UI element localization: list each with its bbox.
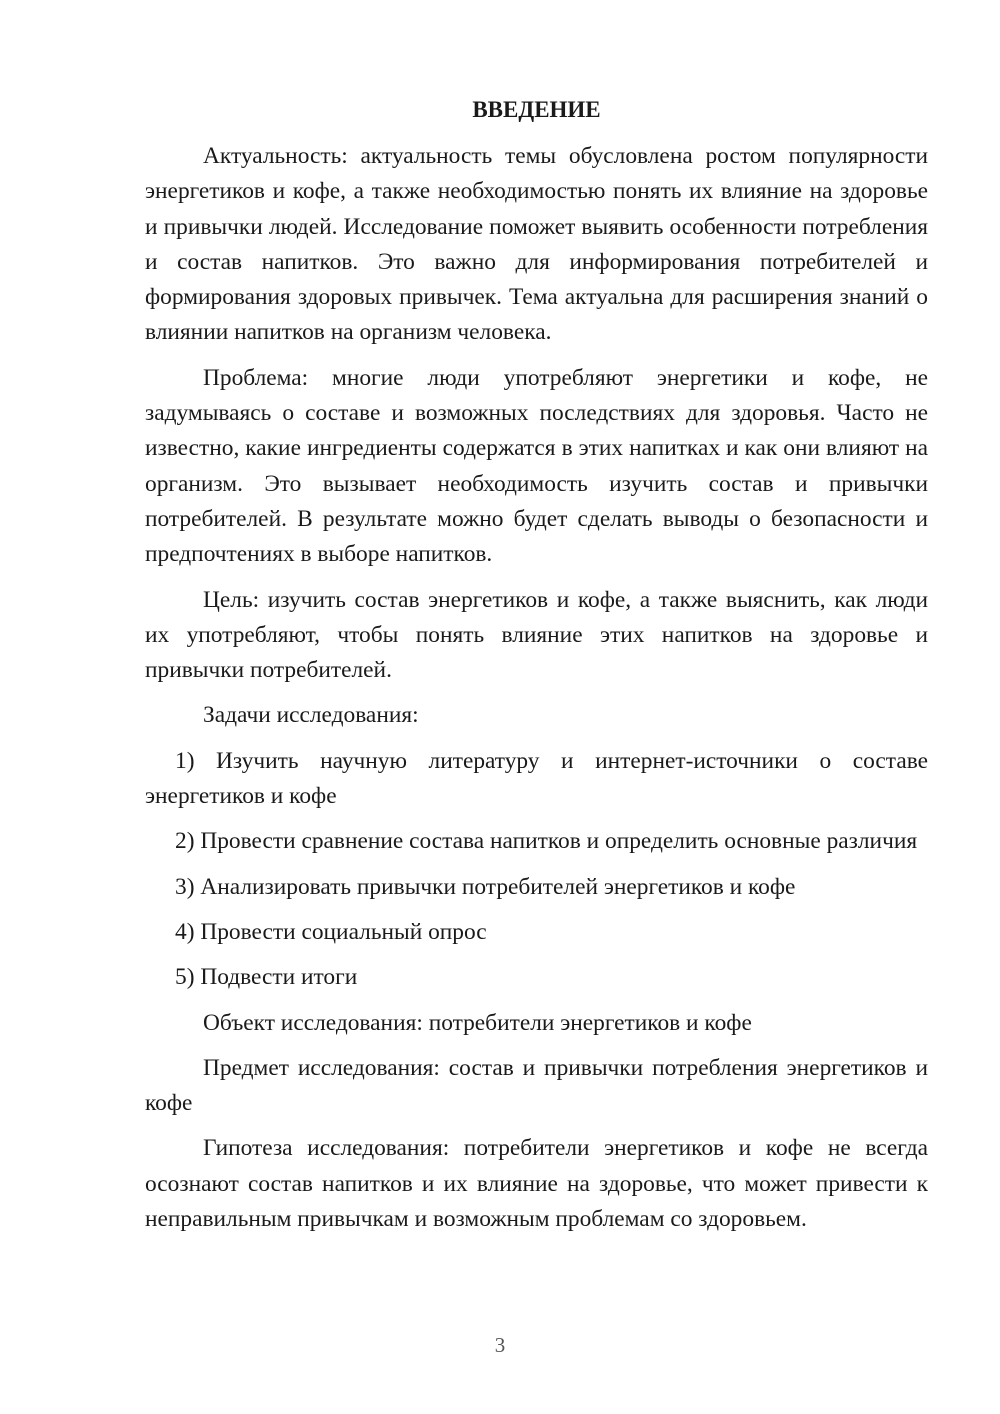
hypothesis-paragraph: Гипотеза исследования: потребители энергетиков и кофе не всегда осознают состав напитков и их влияние на здоровье, что может привести к неправильным привычкам и возможным проблемам со здоровьем.	[145, 1135, 928, 1233]
task-item: 1) Изучить научную литературу и интернет-источники о составе энергетиков и кофе	[145, 747, 928, 810]
problem-paragraph: Проблема: многие люди употребляют энергетики и кофе, не задумываясь о составе и возможных последствиях для здоровья. Часто не известно, какие ингредиенты содержатся в этих напитках и как они влияют на организм. Это вызывает необходимость изучить состав и привычки потребителей. В результате можно будет сделать выводы о безопасности и предпочтениях в выборе напитков.	[145, 364, 928, 568]
page-number: 3	[494, 1333, 506, 1357]
task-item: 2) Провести сравнение состава напитков и определить основные различия	[175, 828, 918, 855]
task-item: 4) Провести социальный опрос	[175, 918, 487, 945]
task-item: 5) Подвести итоги	[175, 964, 358, 991]
object-paragraph: Объект исследования: потребители энергетиков и кофе	[203, 1009, 752, 1036]
section-title: ВВЕДЕНИЕ	[472, 97, 601, 122]
relevance-paragraph: Актуальность: актуальность темы обусловлена ростом популярности энергетиков и кофе, а также необходимостью понять их влияние на здоровье и привычки людей. Исследование поможет выявить особенности потребления и состав напитков. Это важно для информирования потребителей и формирования здоровых привычек. Тема актуальна для расширения знаний о влиянии напитков на организм человека.	[145, 143, 928, 346]
page-content	[145, 92, 928, 1237]
task-item: 3) Анализировать привычки потребителей энергетиков и кофе	[175, 873, 796, 900]
subject-paragraph: Предмет исследования: состав и привычки потребления энергетиков и кофе	[145, 1054, 928, 1117]
goal-paragraph: Цель: изучить состав энергетиков и кофе, а также выяснить, как люди их употребляют, чтобы понять влияние этих напитков на здоровье и привычки потребителей.	[145, 586, 928, 684]
tasks-list	[145, 744, 928, 996]
tasks-heading: Задачи исследования:	[203, 702, 419, 729]
